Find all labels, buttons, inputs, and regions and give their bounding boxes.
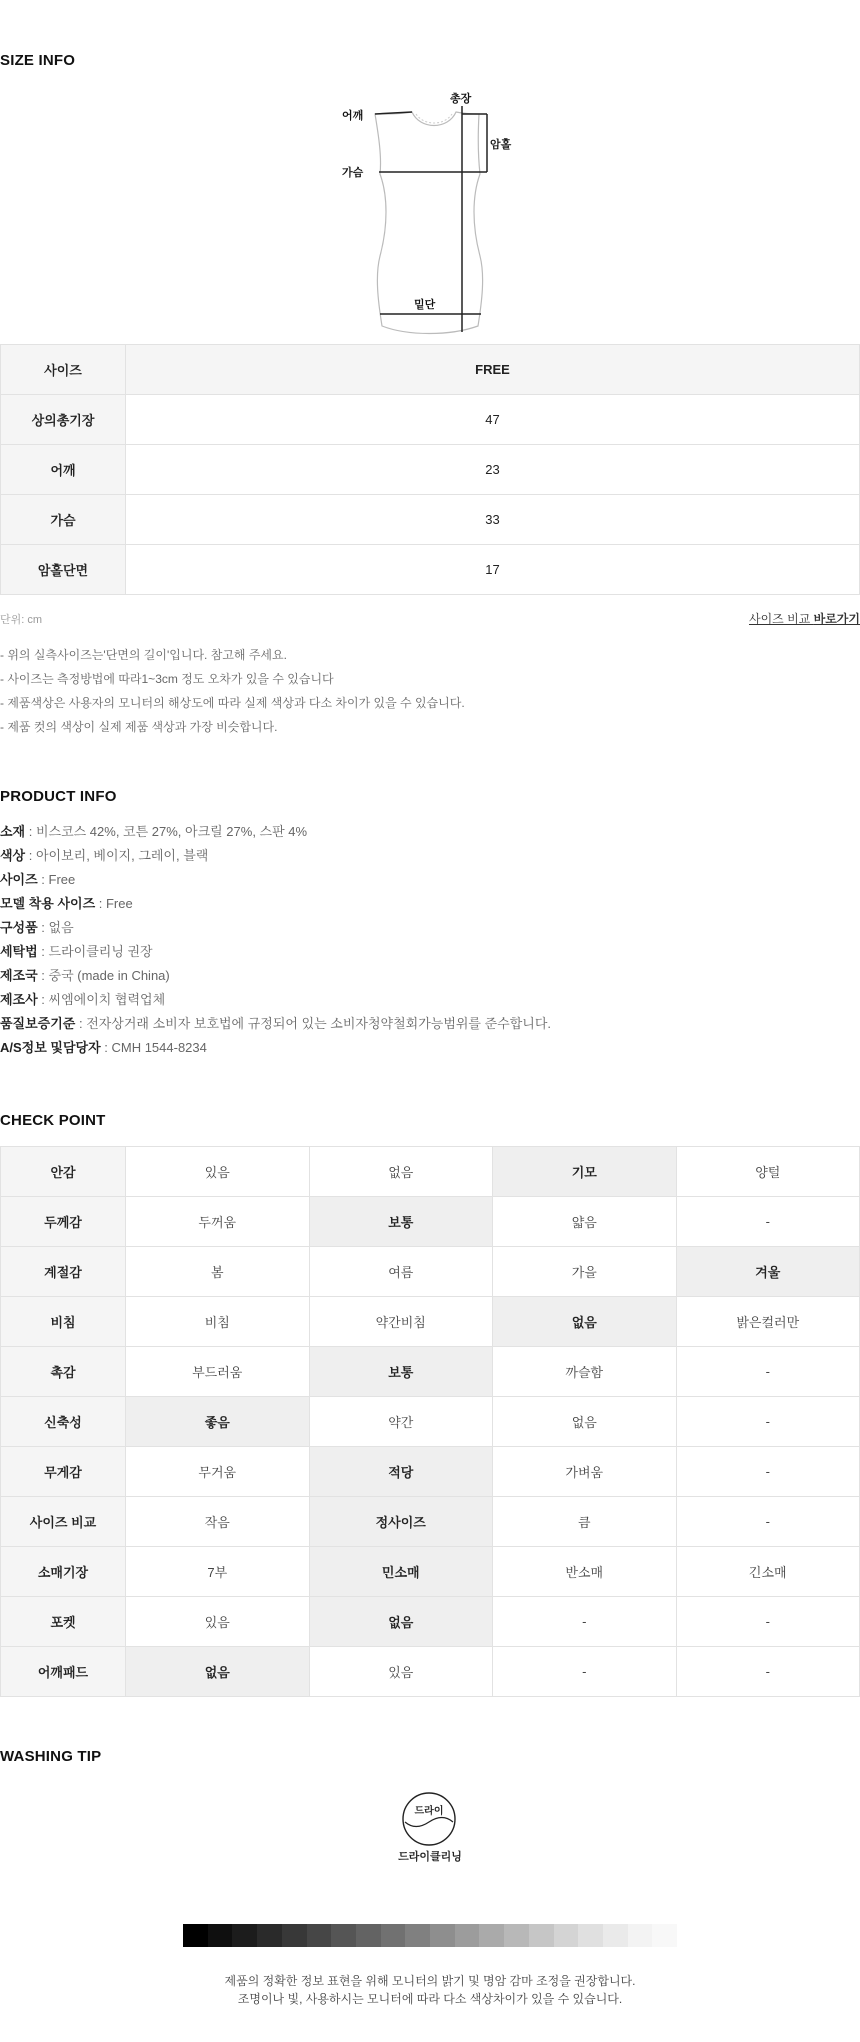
check-point-row <box>1 1347 860 1397</box>
product-info-key: 색상 <box>0 848 26 863</box>
product-info-item <box>0 940 551 964</box>
size-row-label: 가슴 <box>1 495 126 545</box>
product-info-value: : 아이보리, 베이지, 그레이, 블랙 <box>25 848 209 863</box>
check-point-label: 사이즈 비교 <box>1 1497 126 1547</box>
product-info-item <box>0 820 551 844</box>
check-point-option: 까슬함 <box>493 1347 677 1397</box>
check-point-option: 여름 <box>309 1247 493 1297</box>
check-point-option-selected: 보통 <box>309 1347 493 1397</box>
size-compare-prefix: 사이즈 비교 <box>748 612 814 626</box>
product-info-key: 제조국 <box>0 968 38 983</box>
product-info-item <box>0 892 551 916</box>
product-info-title: PRODUCT INFO <box>0 788 117 805</box>
gray-scale-swatch <box>628 1924 653 1947</box>
size-row-value: 47 <box>126 395 860 445</box>
check-point-label: 안감 <box>1 1147 126 1197</box>
check-point-label: 두께감 <box>1 1197 126 1247</box>
check-point-option: 봄 <box>126 1247 310 1297</box>
check-point-option: 무거움 <box>126 1447 310 1497</box>
check-point-label: 촉감 <box>1 1347 126 1397</box>
gray-scale-swatch <box>652 1924 677 1947</box>
gray-scale-swatch <box>479 1924 504 1947</box>
check-point-option: 부드러움 <box>126 1347 310 1397</box>
monitor-notice-line: 제품의 정확한 정보 표현을 위해 모니터의 밝기 및 명암 감마 조정을 권장합니다. <box>224 1974 636 1988</box>
product-info-item <box>0 844 551 868</box>
size-row-label: 어깨 <box>1 445 126 495</box>
check-point-row <box>1 1247 860 1297</box>
product-info-key: 제조사 <box>0 992 38 1007</box>
product-info-key: 사이즈 <box>0 872 38 887</box>
size-notes <box>0 643 465 739</box>
product-info-value: : 드라이클리닝 권장 <box>37 944 153 959</box>
gray-scale-swatch <box>504 1924 529 1947</box>
check-point-option-selected: 정사이즈 <box>309 1497 493 1547</box>
garment-measurement-diagram <box>330 86 530 336</box>
diagram-label-shoulder: 어깨 <box>342 110 364 122</box>
size-row-value: 33 <box>126 495 860 545</box>
check-point-option: 비침 <box>126 1297 310 1347</box>
gray-scale-swatch <box>257 1924 282 1947</box>
product-info-item <box>0 964 551 988</box>
gray-scale-swatch <box>356 1924 381 1947</box>
check-point-label: 포켓 <box>1 1597 126 1647</box>
product-info-value: : 비스코스 42%, 코튼 27%, 아크릴 27%, 스판 4% <box>25 824 308 839</box>
check-point-option-selected: 기모 <box>493 1147 677 1197</box>
product-info-value: : Free <box>37 872 76 887</box>
gray-scale-swatch <box>381 1924 406 1947</box>
product-info-key: A/S정보 및담당자 <box>0 1040 101 1055</box>
product-info-value: : 전자상거래 소비자 보호법에 규정되어 있는 소비자청약철회가능범위를 준수합니다. <box>75 1016 552 1031</box>
gray-scale-swatch <box>603 1924 628 1947</box>
check-point-label: 계절감 <box>1 1247 126 1297</box>
size-table <box>0 344 860 595</box>
check-point-row <box>1 1147 860 1197</box>
gray-scale-swatch <box>455 1924 480 1947</box>
check-point-option: 약간 <box>309 1397 493 1447</box>
dry-clean-label: 드라이클리닝 <box>398 1851 462 1863</box>
size-row-label: 상의총기장 <box>1 395 126 445</box>
washing-tip-title: WASHING TIP <box>0 1748 102 1765</box>
check-point-option: - <box>676 1447 860 1497</box>
size-table-row <box>1 445 860 495</box>
check-point-row <box>1 1547 860 1597</box>
check-point-option: - <box>493 1647 677 1697</box>
gray-scale-swatch <box>208 1924 233 1947</box>
check-point-option-selected: 적당 <box>309 1447 493 1497</box>
check-point-option: 두꺼움 <box>126 1197 310 1247</box>
size-row-value: 23 <box>126 445 860 495</box>
check-point-option: 없음 <box>493 1397 677 1447</box>
product-info-item <box>0 1036 551 1060</box>
size-note: - 위의 실측사이즈는'단면의 길이'입니다. 참고해 주세요. <box>0 648 287 662</box>
size-note: - 제품 컷의 색상이 실제 제품 색상과 가장 비슷합니다. <box>0 720 278 734</box>
size-unit: 단위: cm <box>0 614 43 626</box>
size-table-row <box>1 395 860 445</box>
size-table-row <box>1 545 860 595</box>
diagram-label-chest: 가슴 <box>342 167 364 179</box>
gray-scale-swatch <box>282 1924 307 1947</box>
size-table-header-row <box>1 345 860 395</box>
check-point-option: 있음 <box>126 1597 310 1647</box>
size-table-row <box>1 495 860 545</box>
size-header-label: 사이즈 <box>1 345 126 395</box>
product-info-value: : 씨엠에이치 협력업체 <box>37 992 166 1007</box>
product-info-key: 소재 <box>0 824 26 839</box>
product-info-value: : CMH 1544-8234 <box>100 1040 207 1055</box>
product-info-item <box>0 916 551 940</box>
check-point-label: 무게감 <box>1 1447 126 1497</box>
gray-scale-bar <box>183 1924 677 1947</box>
product-info-item <box>0 868 551 892</box>
check-point-option: 작음 <box>126 1497 310 1547</box>
check-point-table <box>0 1146 860 1697</box>
check-point-label: 어깨패드 <box>1 1647 126 1697</box>
size-note: - 사이즈는 측정방법에 따라1~3cm 정도 오차가 있을 수 있습니다 <box>0 672 334 686</box>
dry-clean-icon-text: 드라이 <box>414 1806 444 1817</box>
check-point-option: 긴소매 <box>676 1547 860 1597</box>
check-point-option: - <box>676 1597 860 1647</box>
diagram-label-armhole: 암홀 <box>490 139 512 151</box>
size-compare-link[interactable] <box>749 610 860 627</box>
check-point-option: 없음 <box>309 1147 493 1197</box>
size-header-free: FREE <box>126 345 860 395</box>
check-point-row <box>1 1397 860 1447</box>
gray-scale-swatch <box>405 1924 430 1947</box>
product-info-value: : Free <box>95 896 133 911</box>
size-compare-go: 바로가기 <box>813 612 860 626</box>
product-info-key: 모델 착용 사이즈 <box>0 896 96 911</box>
gray-scale-swatch <box>183 1924 208 1947</box>
product-info-key: 품질보증기준 <box>0 1016 76 1031</box>
check-point-option: - <box>676 1647 860 1697</box>
check-point-option-selected: 없음 <box>493 1297 677 1347</box>
check-point-row <box>1 1647 860 1697</box>
check-point-title: CHECK POINT <box>0 1112 106 1129</box>
size-note: - 제품색상은 사용자의 모니터의 해상도에 따라 실제 색상과 다소 차이가 있을 수 있습니다. <box>0 696 465 710</box>
check-point-option: 있음 <box>126 1147 310 1197</box>
gray-scale-swatch <box>578 1924 603 1947</box>
check-point-option: 있음 <box>309 1647 493 1697</box>
check-point-option: - <box>676 1397 860 1447</box>
gray-scale-swatch <box>430 1924 455 1947</box>
size-row-label: 암홀단면 <box>1 545 126 595</box>
check-point-row <box>1 1297 860 1347</box>
product-info-item <box>0 1012 551 1036</box>
check-point-option: - <box>676 1497 860 1547</box>
product-info-value: : 중국 (made in China) <box>37 968 170 983</box>
check-point-option: 양털 <box>676 1147 860 1197</box>
gray-scale-swatch <box>554 1924 579 1947</box>
product-info-list <box>0 820 551 1060</box>
gray-scale-swatch <box>232 1924 257 1947</box>
diagram-label-length: 총장 <box>450 93 472 105</box>
check-point-option: 7부 <box>126 1547 310 1597</box>
check-point-option: 큼 <box>493 1497 677 1547</box>
check-point-option: 가을 <box>493 1247 677 1297</box>
dry-clean-icon <box>400 1792 458 1846</box>
product-info-key: 구성품 <box>0 920 38 935</box>
check-point-option-selected: 없음 <box>126 1647 310 1697</box>
diagram-label-hem: 밑단 <box>414 299 436 311</box>
check-point-row <box>1 1497 860 1547</box>
monitor-notice <box>0 1972 860 2008</box>
check-point-option: 반소매 <box>493 1547 677 1597</box>
gray-scale-swatch <box>307 1924 332 1947</box>
product-info-value: : 없음 <box>37 920 74 935</box>
check-point-option-selected: 없음 <box>309 1597 493 1647</box>
check-point-option: 가벼움 <box>493 1447 677 1497</box>
check-point-option-selected: 겨울 <box>676 1247 860 1297</box>
check-point-option: - <box>676 1197 860 1247</box>
check-point-row <box>1 1597 860 1647</box>
check-point-row <box>1 1197 860 1247</box>
check-point-option: 얇음 <box>493 1197 677 1247</box>
check-point-option: 밝은컬러만 <box>676 1297 860 1347</box>
check-point-option: 약간비침 <box>309 1297 493 1347</box>
product-info-item <box>0 988 551 1012</box>
size-row-value: 17 <box>126 545 860 595</box>
check-point-option: - <box>676 1347 860 1397</box>
check-point-option-selected: 민소매 <box>309 1547 493 1597</box>
check-point-option-selected: 보통 <box>309 1197 493 1247</box>
check-point-row <box>1 1447 860 1497</box>
monitor-notice-line: 조명이나 빛, 사용하시는 모니터에 따라 다소 색상차이가 있을 수 있습니다. <box>237 1992 623 2006</box>
size-info-title: SIZE INFO <box>0 52 76 69</box>
product-info-key: 세탁법 <box>0 944 38 959</box>
check-point-label: 비침 <box>1 1297 126 1347</box>
gray-scale-swatch <box>529 1924 554 1947</box>
check-point-option-selected: 좋음 <box>126 1397 310 1447</box>
check-point-label: 신축성 <box>1 1397 126 1447</box>
gray-scale-swatch <box>331 1924 356 1947</box>
check-point-label: 소매기장 <box>1 1547 126 1597</box>
check-point-option: - <box>493 1597 677 1647</box>
